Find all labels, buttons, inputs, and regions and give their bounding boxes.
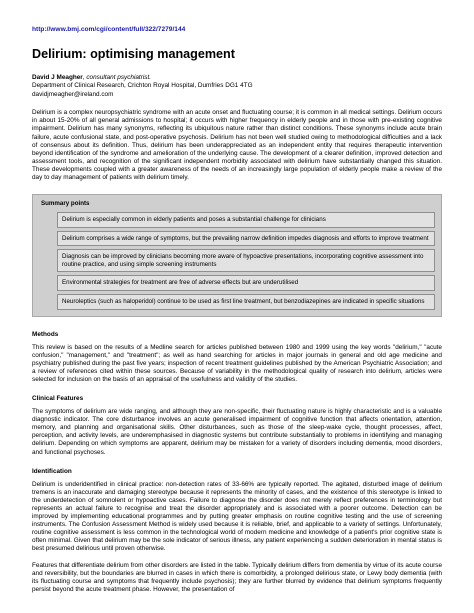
section-heading-clinical-features: Clinical Features [32,395,84,403]
summary-point: Neuroleptics (such as haloperidol) continue to be used as first line treatment, but benzodiazepines are indicated in specific situations [57,294,435,310]
author-affiliation: Department of Clinical Research, Crichton Royal Hospital, Dumfries DG1 4TG [32,82,253,90]
methods-paragraph: This review is based on the results of a Medline search for articles published between 1980 and 1999 using the key words "delirium," "acute confusion," "management," and "treatment"; as well as hand searching for articles in major journals in general and old age medicine and psychiatry published during the past five years; inspection of recent treatment guidelines published by the American Psychiatric Association; and a review of references cited within these sources. Because of variability in the methodological quality of research into delirium, articles were selected for inclusion on the basis of an appraisal of the usefulness and validity of the studies. [32,343,442,383]
clinical-features-paragraph: The symptoms of delirium are wide ranging, and although they are non-specific, their fluctuating nature is highly characteristic and is a valuable diagnostic indicator. The core disturbance involves an acute generalised impairment of cognitive function that affects orientation, attention, memory, and planning and organisational skills. Other disturbances, such as those of the sleep-wake cycle, thought processes, affect, perception, and activity levels, are underemphasised in diagnostic systems but contribute substantially to problems in identifying and managing delirium. Depending on which symptoms are apparent, delirium may be mistaken for a variety of disorders including dementia, mood disorders, and functional psychoses. [32,408,442,456]
summary-points-box [32,194,442,317]
identification-paragraph: Delirium is underidentified in clinical practice: non-detection rates of 33-66% are typically reported. The agitated, disturbed image of delirium tremens is an inaccurate and damaging stereotype because it represents the minority of cases, and the existence of this stereotype is linked to the underdetection of somnolent or hypoactive cases. Failure to diagnose the disorder does not merely reflect preferences in terminology but represents an actual failure to recognise and treat the disorder appropriately and is associated with a poorer outcome. Detection can be improved by implementing educational programmes and by putting greater emphasis on routine cognitive testing and the use of screening instruments. The Confusion Assessment Method is widely used because it is reliable, brief, and applicable to a variety of settings. Unfortunately, routine cognitive assessment is less common in the technological world of modern medicine and knowledge of a patient's prior cognitive state is often minimal. Given that delirium may be the sole indicator of serious illness, any patient experiencing a sudden deterioration in mental status is best presumed delirious until proven otherwise. [32,480,442,553]
summary-point: Delirium is especially common in elderly patients and poses a substantial challenge for clinicians [57,212,435,228]
author-line: David J Meagher, consultant psychiatrist. [32,74,152,81]
author-email[interactable]: davidjmeagher@ireland.com [32,90,114,98]
author-role: consultant psychiatrist. [86,74,152,81]
article-title: Delirium: optimising management [32,47,235,61]
section-heading-methods: Methods [32,330,59,338]
summary-point: Delirium comprises a wide range of symptoms, but the prevailing narrow definition impedes diagnosis and efforts to improve treatment [57,231,435,247]
summary-title: Summary points [41,200,90,208]
article-url[interactable]: http://www.bmj.com/cgi/content/full/322/7279/144 [32,26,186,33]
summary-point: Diagnosis can be improved by clinicians becoming more aware of hypoactive presentations, incorporating cognitive assessment into routine practice, and using simple screening instruments [57,249,435,272]
intro-paragraph: Delirium is a complex neuropsychiatric syndrome with an acute onset and fluctuating course; it is common in all medical settings. Delirium occurs in about 15-20% of all general admissions to hospital; it occurs with higher frequency in elderly people and in those with pre-existing cognitive impairment. Delirium has many synonyms, reflecting its ubiquitous nature rather than distinct conditions. These synonyms include acute brain failure, acute confusional state, and post-operative psychosis. Delirium has not been well studied owing to methodological difficulties and a lack of consensus about its definition. Thus, delirium has been underappreciated as an independent entity that requires therapeutic intervention beyond identification of the syndrome and amelioration of the underlying cause. The development of a clearer definition, improved detection and assessment tools, and recognition of the significant independent morbidity associated with delirium have substantially changed this situation. These developments coupled with a greater awareness of the needs of an increasingly large population of elderly people make a review of the day to day management of patients with delirium timely. [32,109,442,181]
summary-point: Environmental strategies for treatment are free of adverse effects but are underutilised [57,275,435,291]
closing-paragraph: Features that differentiate delirium from other disorders are listed in the table. Typically delirium differs from dementia by virtue of its acute course and reversibility, but the boundaries are blurred in cases in which there is comorbidity, a prolonged delirious state, or Lewy body dementia (with its fluctuating course and symptoms that frequently include psychosis); they are further blurred by evidence that delirium symptoms frequently persist beyond the acute treatment phase. However, the presentation of [32,561,442,593]
author-block [32,74,442,99]
author-name: David J Meagher [32,74,83,81]
section-heading-identification: Identification [32,467,72,475]
